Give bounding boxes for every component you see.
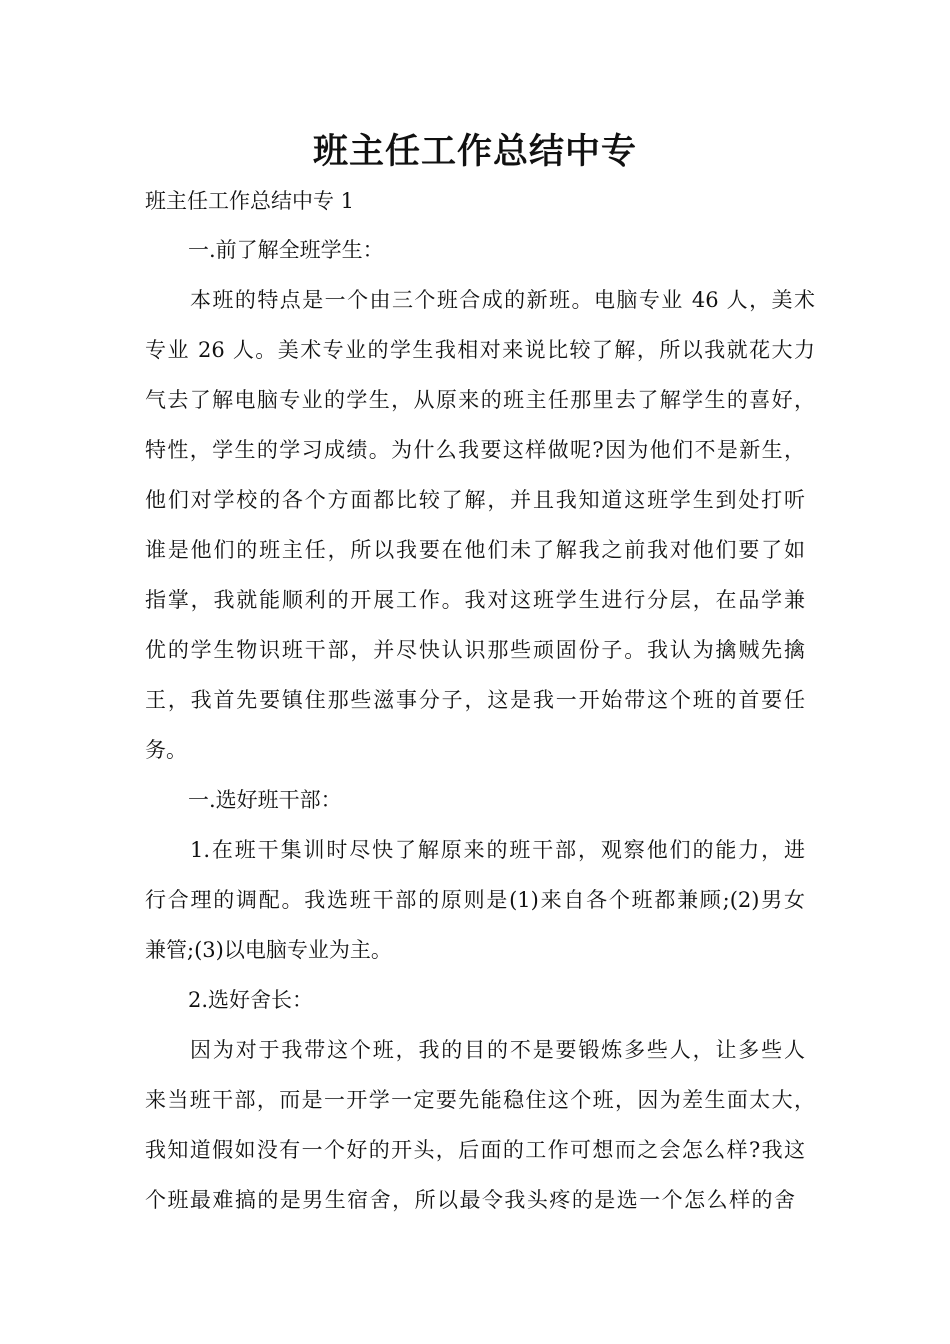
paragraph-line: 专业 26 人。美术专业的学生我相对来说比较了解，所以我就花大力 [145, 338, 815, 362]
paragraph-line: 务。 [145, 738, 187, 762]
paragraph-line: 1.在班干集训时尽快了解原来的班干部，观察他们的能力，进 [190, 838, 805, 862]
paragraph-line: 本班的特点是一个由三个班合成的新班。电脑专业 46 人，美术 [190, 288, 815, 312]
document-title: 班主任工作总结中专 [312, 132, 637, 172]
paragraph-line: 行合理的调配。我选班干部的原则是(1)来自各个班都兼顾;(2)男女 [145, 888, 805, 912]
paragraph-line: 个班最难搞的是男生宿舍，所以最令我头疼的是选一个怎么样的舍 [145, 1188, 795, 1212]
paragraph-line: 气去了解电脑专业的学生，从原来的班主任那里去了解学生的喜好， [145, 388, 815, 412]
section-heading: 2.选好舍长： [188, 988, 314, 1012]
paragraph-line: 我知道假如没有一个好的开头，后面的工作可想而之会怎么样?我这 [145, 1138, 805, 1162]
document-subtitle: 班主任工作总结中专 1 [145, 189, 355, 213]
paragraph-line: 来当班干部，而是一开学一定要先能稳住这个班，因为差生面太大， [145, 1088, 815, 1112]
paragraph-line: 特性，学生的学习成绩。为什么我要这样做呢?因为他们不是新生， [145, 438, 805, 462]
paragraph-line: 谁是他们的班主任，所以我要在他们未了解我之前我对他们要了如 [145, 538, 805, 562]
section-heading: 一.前了解全班学生： [188, 238, 384, 262]
paragraph-line: 指掌，我就能顺利的开展工作。我对这班学生进行分层，在品学兼 [145, 588, 805, 612]
paragraph-line: 优的学生物识班干部，并尽快认识那些顽固份子。我认为擒贼先擒 [145, 638, 805, 662]
paragraph-line: 他们对学校的各个方面都比较了解，并且我知道这班学生到处打听 [145, 488, 805, 512]
paragraph-line: 因为对于我带这个班，我的目的不是要锻炼多些人，让多些人 [190, 1038, 805, 1062]
section-heading: 一.选好班干部： [188, 788, 342, 812]
paragraph-line: 王，我首先要镇住那些滋事分子，这是我一开始带这个班的首要任 [145, 688, 805, 712]
paragraph-line: 兼管;(3)以电脑专业为主。 [145, 938, 392, 962]
